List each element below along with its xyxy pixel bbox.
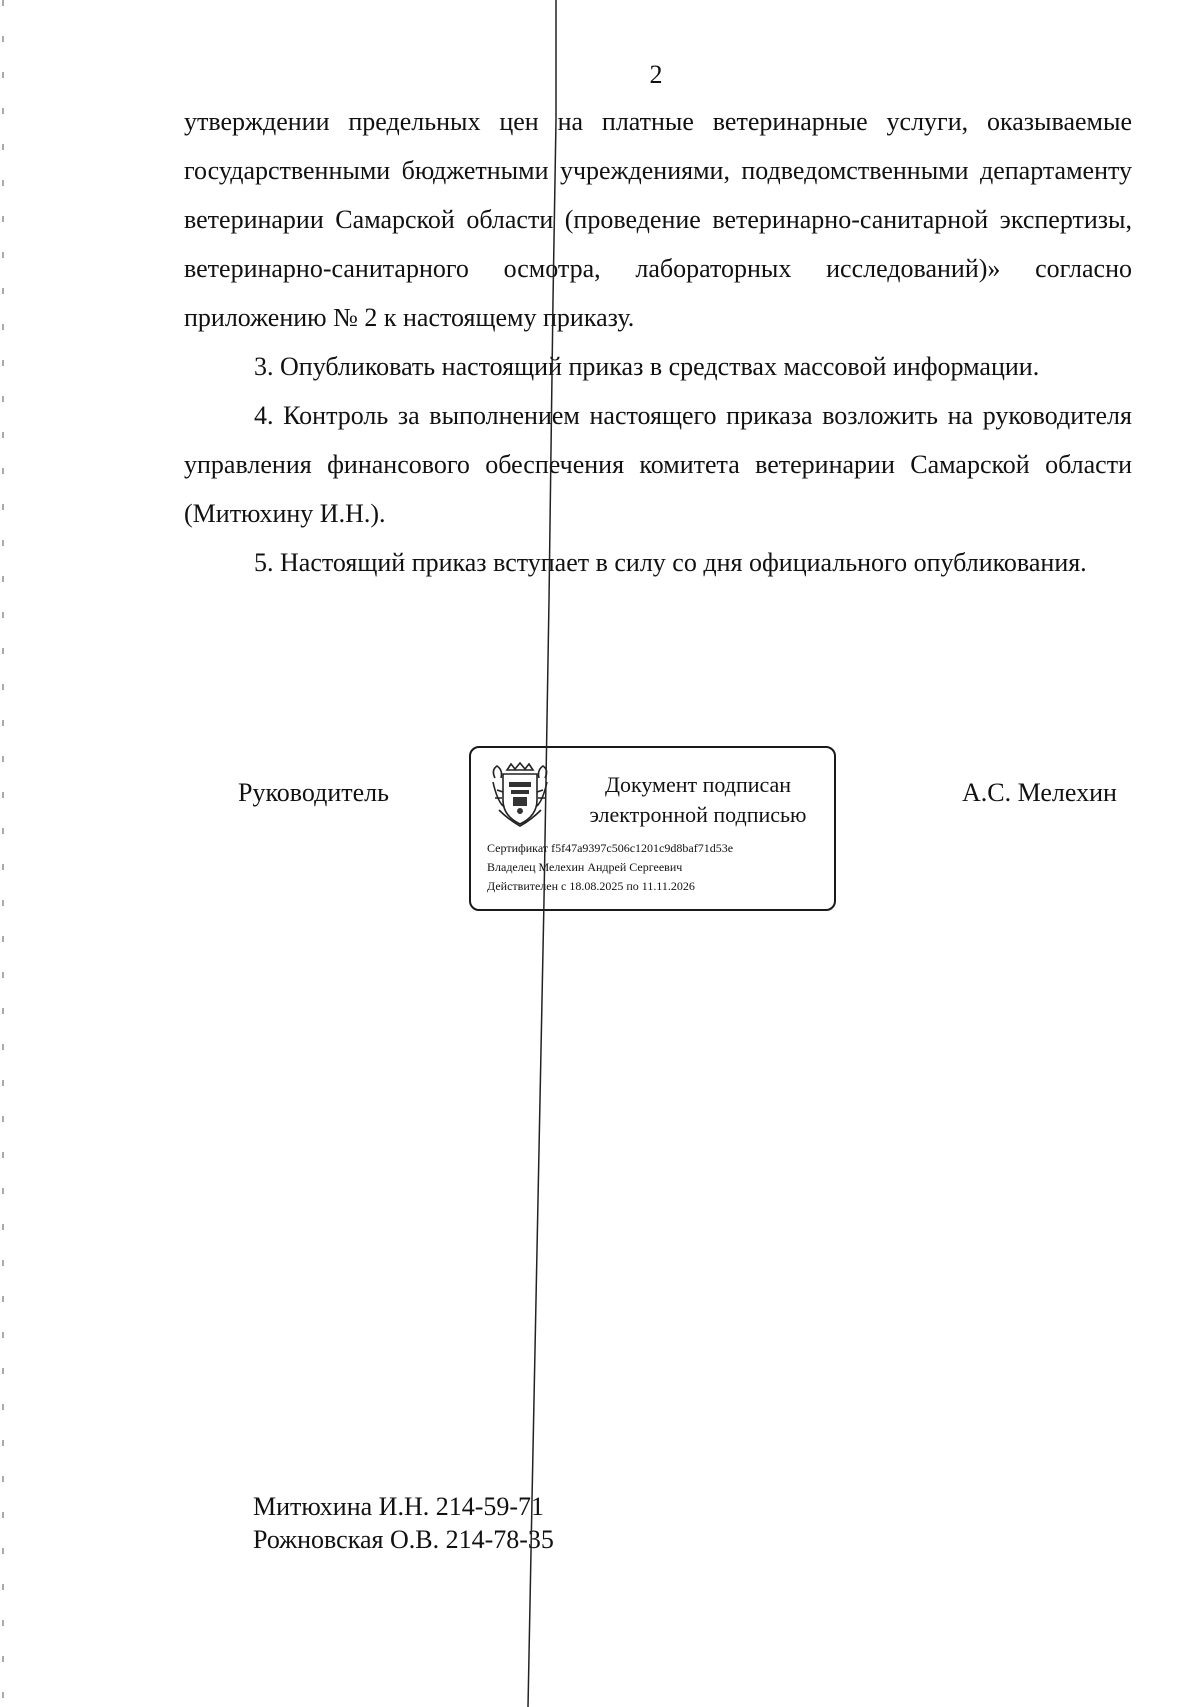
contact-line: Рожновская О.В. 214-78-35 [253,1525,554,1554]
signer-name: А.С. Мелехин [962,778,1117,807]
contact-line: Митюхина И.Н. 214-59-71 [253,1492,545,1521]
document-body [184,97,1132,587]
stamp-owner: Владелец Мелехин Андрей Сергеевич [487,860,683,874]
stamp-details [487,839,733,896]
stamp-heading-line-2: электронной подписью [589,802,807,827]
contacts-block [253,1490,554,1556]
page-number: 2 [649,60,663,89]
paragraph-item-5: 5. Настоящий приказ вступает в силу со дня официального опубликования. [254,548,1087,577]
electronic-signature-stamp [469,746,836,911]
paragraph-item-4: 4. Контроль за выполнением настоящего приказа возложить на руководителя управления финансового обеспечения комитета ветеринарии Самарской области (Митюхину И.Н.). [184,401,1132,528]
paragraph-continuation: утверждении предельных цен на платные ветеринарные услуги, оказываемые государственными бюджетными учреждениями, подведомственными департаменту ветеринарии Самарской области (проведение ветеринарно-санитарной экспертизы, ветеринарно-санитарного осмотра, лабораторных исследований)» согласно приложению № 2 к настоящему приказу. [184,107,1132,332]
stamp-heading [567,770,829,830]
stamp-heading-line-1: Документ подписан [604,772,792,797]
paragraph-item-3: 3. Опубликовать настоящий приказ в средствах массовой информации. [254,352,1040,381]
signer-title: Руководитель [238,778,389,807]
stamp-validity: Действителен с 18.08.2025 по 11.11.2026 [487,879,695,893]
stamp-certificate: Сертификат f5f47a9397c506c1201c9d8baf71d53e [487,841,734,855]
coat-of-arms-icon [489,760,551,830]
